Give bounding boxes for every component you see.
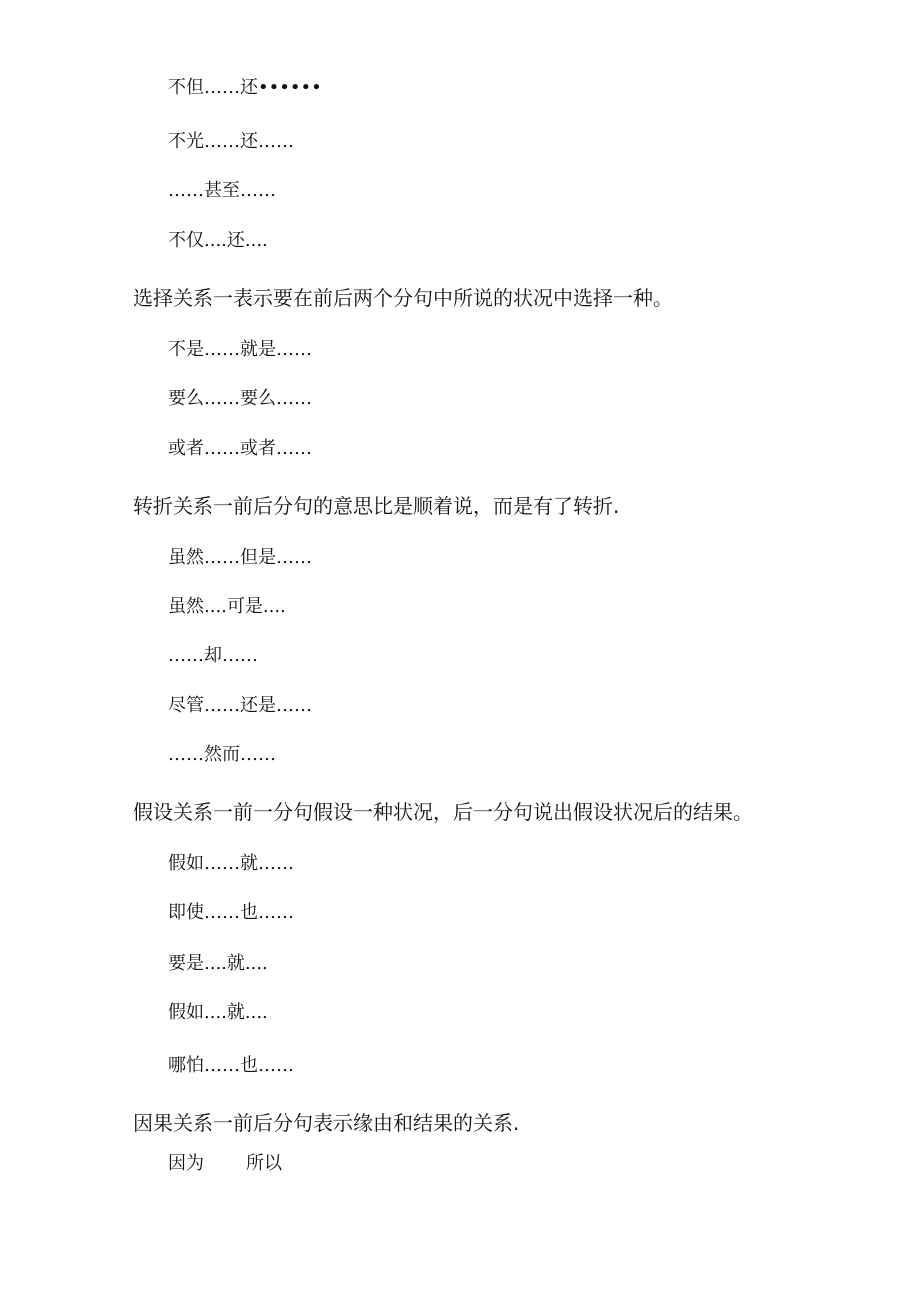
conjunction-item: 或者……或者…… bbox=[168, 438, 312, 459]
section-heading-cause: 因果关系一前后分句表示缘由和结果的关系. bbox=[133, 1111, 520, 1135]
section-heading-hypothesis: 假设关系一前一分句假设一种状况，后一分句说出假设状况后的结果。 bbox=[133, 800, 753, 824]
conjunction-item: 不光……还…… bbox=[168, 131, 294, 152]
conjunction-pair bbox=[168, 1155, 282, 1173]
conjunction-item: 哪怕……也…… bbox=[168, 1055, 294, 1076]
conjunction-item: 虽然....可是.... bbox=[168, 596, 286, 617]
conjunction-item: 尽管……还是…… bbox=[168, 695, 312, 716]
conjunction-item: 即使……也…… bbox=[168, 902, 294, 923]
conjunction-item: 要么……要么…… bbox=[168, 388, 312, 409]
conjunction-item: 假如……就…… bbox=[168, 853, 294, 874]
conjunction-item: ……却…… bbox=[168, 645, 258, 666]
conjunction-item: 要是....就.... bbox=[168, 953, 268, 974]
conjunction-item: 虽然……但是…… bbox=[168, 547, 312, 568]
conjunction-item: ……然而…… bbox=[168, 744, 276, 765]
conjunction-item: 假如....就.... bbox=[168, 1002, 268, 1023]
section-heading-choice: 选择关系一表示要在前后两个分句中所说的状况中选择一种。 bbox=[133, 286, 673, 310]
conjunction-item: ……甚至…… bbox=[168, 180, 276, 201]
conjunction-word: 所以 bbox=[246, 1153, 282, 1174]
conjunction-item: 不但……还•••••• bbox=[168, 77, 322, 98]
conjunction-item: 不仅....还.... bbox=[168, 230, 268, 251]
section-heading-contrast: 转折关系一前后分句的意思比是顺着说，而是有了转折. bbox=[133, 494, 620, 518]
conjunction-word: 因为 bbox=[168, 1153, 204, 1174]
conjunction-item: 不是……就是…… bbox=[168, 339, 312, 360]
